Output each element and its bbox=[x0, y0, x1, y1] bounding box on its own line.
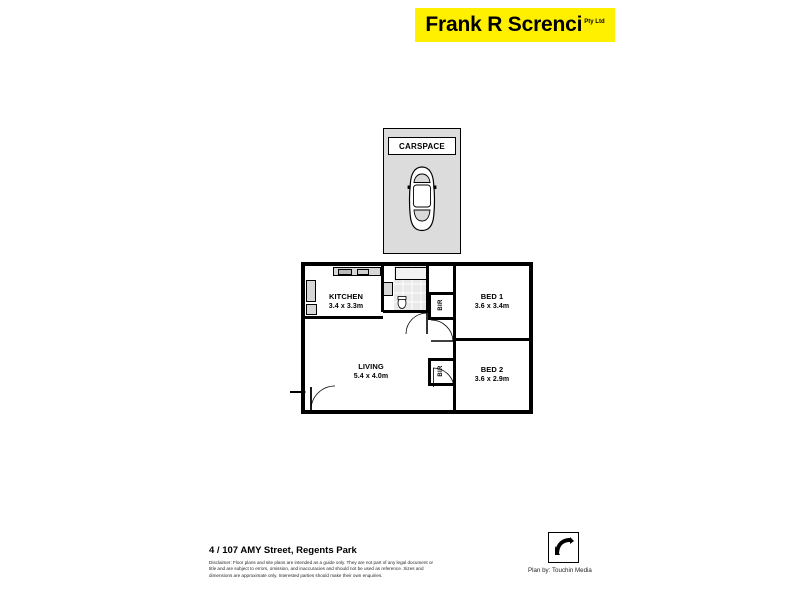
disclaimer-text: Disclaimer: Floor plans and site plans are intended as a guide only. They are not part of any legal document or title and are subject to errors, omission, and inaccuracies and should not be used as reference. Sizes and dimensions are approximate only. Interested parties should make their own enquiries. bbox=[209, 560, 434, 578]
carspace-label-text: CARSPACE bbox=[399, 141, 445, 151]
room-name-living: LIVING bbox=[358, 362, 384, 371]
wall-exterior-right bbox=[529, 262, 533, 414]
room-name-bed1: BED 1 bbox=[480, 292, 504, 301]
room-dims-bed1: 3.6 x 3.4m bbox=[474, 303, 510, 310]
car-icon bbox=[404, 165, 440, 233]
floor-plan bbox=[301, 262, 533, 414]
cooktop-icon bbox=[338, 269, 352, 275]
wall-kitchen-bathroom bbox=[381, 266, 384, 312]
bath-icon bbox=[395, 267, 427, 280]
room-label-kitchen bbox=[315, 292, 377, 312]
entry-arrow-icon bbox=[290, 386, 306, 398]
door-entry bbox=[309, 384, 339, 412]
company-name: Frank R Screnci $^{Pty Ltd}$ bbox=[425, 13, 605, 36]
sink-icon bbox=[357, 269, 369, 275]
wall-exterior-top bbox=[301, 262, 533, 266]
carspace-label bbox=[388, 137, 456, 155]
touchin-media-logo-icon bbox=[549, 533, 578, 562]
room-dims-kitchen: 3.4 x 3.3m bbox=[328, 303, 364, 310]
room-label-bed2 bbox=[459, 365, 525, 385]
door-bedroom-2 bbox=[433, 366, 455, 388]
room-label-bed1 bbox=[459, 292, 525, 312]
room-dims-bed2: 3.6 x 2.9m bbox=[474, 376, 510, 383]
plan-credit: Plan by: Touchin Media bbox=[528, 567, 592, 574]
bir-label-1: BIR bbox=[438, 299, 444, 311]
room-name-kitchen: KITCHEN bbox=[328, 292, 364, 301]
toilet-icon bbox=[396, 296, 408, 310]
door-bedroom-1 bbox=[429, 320, 455, 342]
company-suffix: Pty Ltd bbox=[584, 19, 605, 25]
door-bathroom bbox=[405, 312, 429, 336]
touchin-media-logo bbox=[548, 532, 579, 563]
company-logo bbox=[415, 8, 615, 42]
wall-bed1-bed2 bbox=[453, 338, 529, 341]
vanity-icon bbox=[383, 282, 393, 296]
property-address: 4 / 107 AMY Street, Regents Park bbox=[209, 545, 357, 556]
wall-bir2-left bbox=[428, 360, 431, 384]
bir-label-2: BIR bbox=[438, 365, 444, 377]
wall-kitchen-living bbox=[305, 316, 383, 319]
room-dims-living: 5.4 x 4.0m bbox=[353, 373, 389, 380]
room-label-living bbox=[331, 362, 411, 382]
room-name-bed2: BED 2 bbox=[480, 365, 504, 374]
